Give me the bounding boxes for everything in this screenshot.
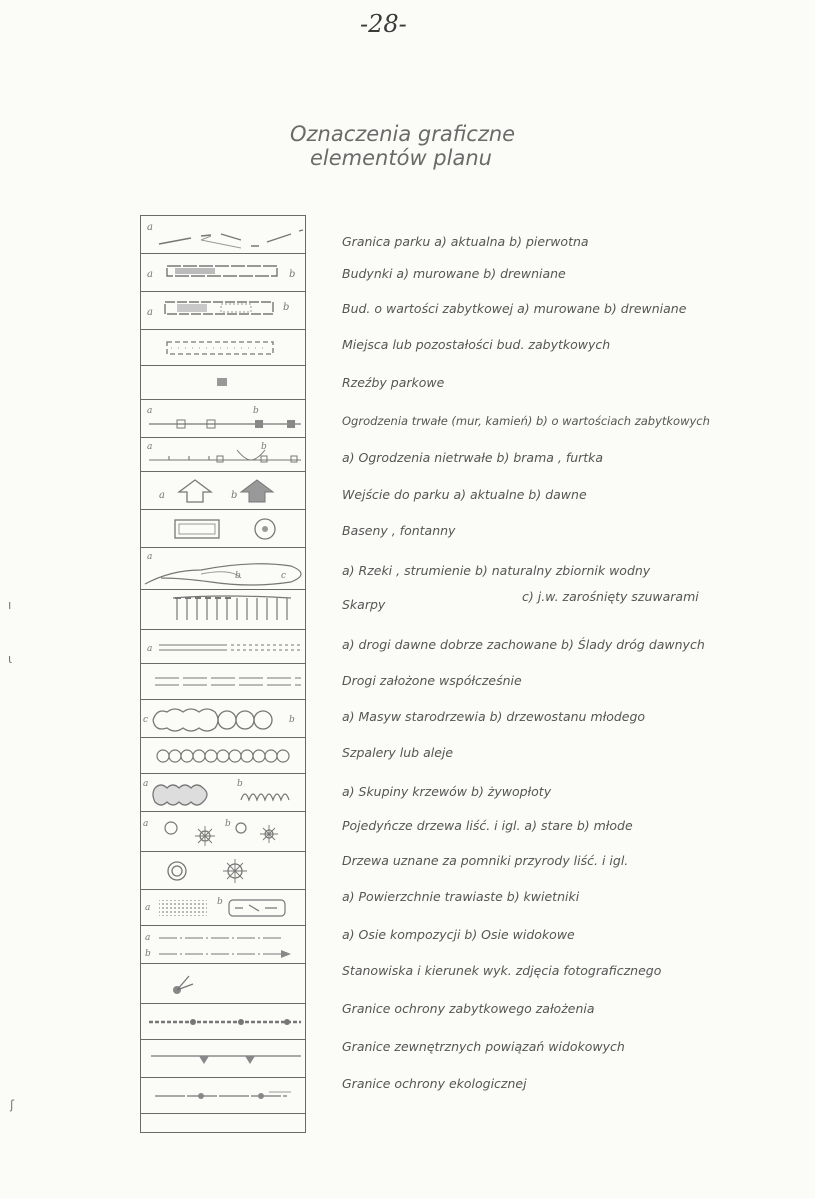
svg-text:b: b <box>231 490 238 501</box>
legend-label-8: Wejście do parku a) aktualne b) dawne <box>342 487 587 502</box>
symbol-buildings <box>141 254 305 292</box>
symbol-view-boundary <box>141 1040 305 1078</box>
margin-mark: ʃ <box>10 1098 15 1112</box>
svg-text:c: c <box>143 715 149 725</box>
legend-label-9: Baseny , fontanny <box>342 523 456 538</box>
legend-label-1: Granica parku a) aktualna b) pierwotna <box>342 234 589 249</box>
title-line-1: Oznaczenia graficzne <box>290 122 516 146</box>
symbol-ecological-protection <box>141 1078 305 1114</box>
svg-text:a: a <box>147 442 153 452</box>
legend-label-23: Granice zewnętrznych powiązań widokowych <box>342 1039 625 1054</box>
svg-text:a: a <box>159 490 165 501</box>
symbol-grass-flowerbeds <box>141 890 305 926</box>
page-title <box>290 122 590 170</box>
symbol-natural-monuments <box>141 852 305 890</box>
svg-text:a: a <box>147 269 153 280</box>
legend-label-4: Miejsca lub pozostałości bud. zabytkowych <box>342 337 611 352</box>
legend-label-7: a) Ogrodzenia nietrwałe b) brama , furtka <box>342 450 604 465</box>
legend-label-2: Budynki a) murowane b) drewniane <box>342 266 566 281</box>
symbol-avenues <box>141 738 305 774</box>
svg-text:a: a <box>143 819 149 829</box>
legend-label-5: Rzeźby parkowe <box>342 375 445 390</box>
symbol-single-trees <box>141 812 305 852</box>
symbol-old-roads <box>141 630 305 664</box>
symbol-modern-roads <box>141 664 305 700</box>
svg-text:a: a <box>143 779 149 789</box>
svg-text:b: b <box>145 949 151 959</box>
legend-label-22: Granice ochrony zabytkowego założenia <box>342 1001 595 1016</box>
symbol-photo-positions <box>141 964 305 1004</box>
title-line-2: elementów planu <box>310 146 492 170</box>
symbol-historic-remains <box>141 330 305 366</box>
svg-text:a: a <box>147 552 153 562</box>
svg-text:b: b <box>261 442 267 452</box>
symbol-park-entrance <box>141 472 305 510</box>
svg-text:b: b <box>283 302 290 313</box>
symbol-historic-buildings <box>141 292 305 330</box>
svg-text:b: b <box>289 715 295 725</box>
margin-mark: ɩ <box>8 652 13 666</box>
svg-text:b: b <box>235 571 241 581</box>
svg-text:c: c <box>281 571 287 581</box>
legend-label-14: a) Masyw starodrzewia b) drzewostanu młodego <box>342 709 646 724</box>
symbol-heritage-protection <box>141 1004 305 1040</box>
svg-text:a: a <box>145 933 151 943</box>
symbol-slopes <box>141 590 305 630</box>
legend-label-17: Pojedyńcze drzewa liść. i igl. a) stare b) młode <box>342 818 633 833</box>
svg-text:b: b <box>217 897 223 907</box>
svg-text:a: a <box>147 307 153 318</box>
svg-text:a: a <box>147 222 153 233</box>
svg-text:b: b <box>289 269 296 280</box>
legend-label-21: Stanowiska i kierunek wyk. zdjęcia fotograficznego <box>342 963 662 978</box>
svg-text:a: a <box>147 644 153 654</box>
legend-label-13: Drogi założone współcześnie <box>342 673 522 688</box>
legend-label-11-c: c) j.w. zarośnięty szuwarami <box>522 589 699 604</box>
legend-label-12: a) drogi dawne dobrze zachowane b) Ślady dróg dawnych <box>342 637 705 652</box>
symbol-shrubs-hedges <box>141 774 305 812</box>
legend-label-19: a) Powierzchnie trawiaste b) kwietniki <box>342 889 580 904</box>
symbol-pools-fountains <box>141 510 305 548</box>
legend-label-10: a) Rzeki , strumienie b) naturalny zbiornik wodny <box>342 563 651 578</box>
margin-mark: ı <box>8 598 12 612</box>
svg-text:b: b <box>237 779 243 789</box>
legend-label-3: Bud. o wartości zabytkowej a) murowane b) drewniane <box>342 301 687 316</box>
legend-label-16: a) Skupiny krzewów b) żywopłoty <box>342 784 552 799</box>
legend-symbol-column <box>140 215 306 1133</box>
symbol-sculptures <box>141 366 305 400</box>
symbol-composition-axes <box>141 926 305 964</box>
svg-text:a: a <box>145 903 151 913</box>
svg-text:b: b <box>253 406 259 416</box>
symbol-temporary-fences <box>141 438 305 472</box>
svg-text:a: a <box>147 406 153 416</box>
symbol-park-boundary <box>141 216 305 254</box>
legend-label-15: Szpalery lub aleje <box>342 745 454 760</box>
symbol-permanent-fences <box>141 400 305 438</box>
legend-label-18: Drzewa uznane za pomniki przyrody liść. i igl. <box>342 853 629 868</box>
page-number: -28- <box>360 10 407 38</box>
svg-text:b: b <box>225 819 231 829</box>
symbol-tree-masses <box>141 700 305 738</box>
legend-label-6: Ogrodzenia trwałe (mur, kamień) b) o wartościach zabytkowych <box>342 414 710 428</box>
symbol-rivers-water <box>141 548 305 590</box>
legend-label-20: a) Osie kompozycji b) Osie widokowe <box>342 927 575 942</box>
legend-label-24: Granice ochrony ekologicznej <box>342 1076 527 1091</box>
legend-label-11: Skarpy <box>342 597 386 612</box>
